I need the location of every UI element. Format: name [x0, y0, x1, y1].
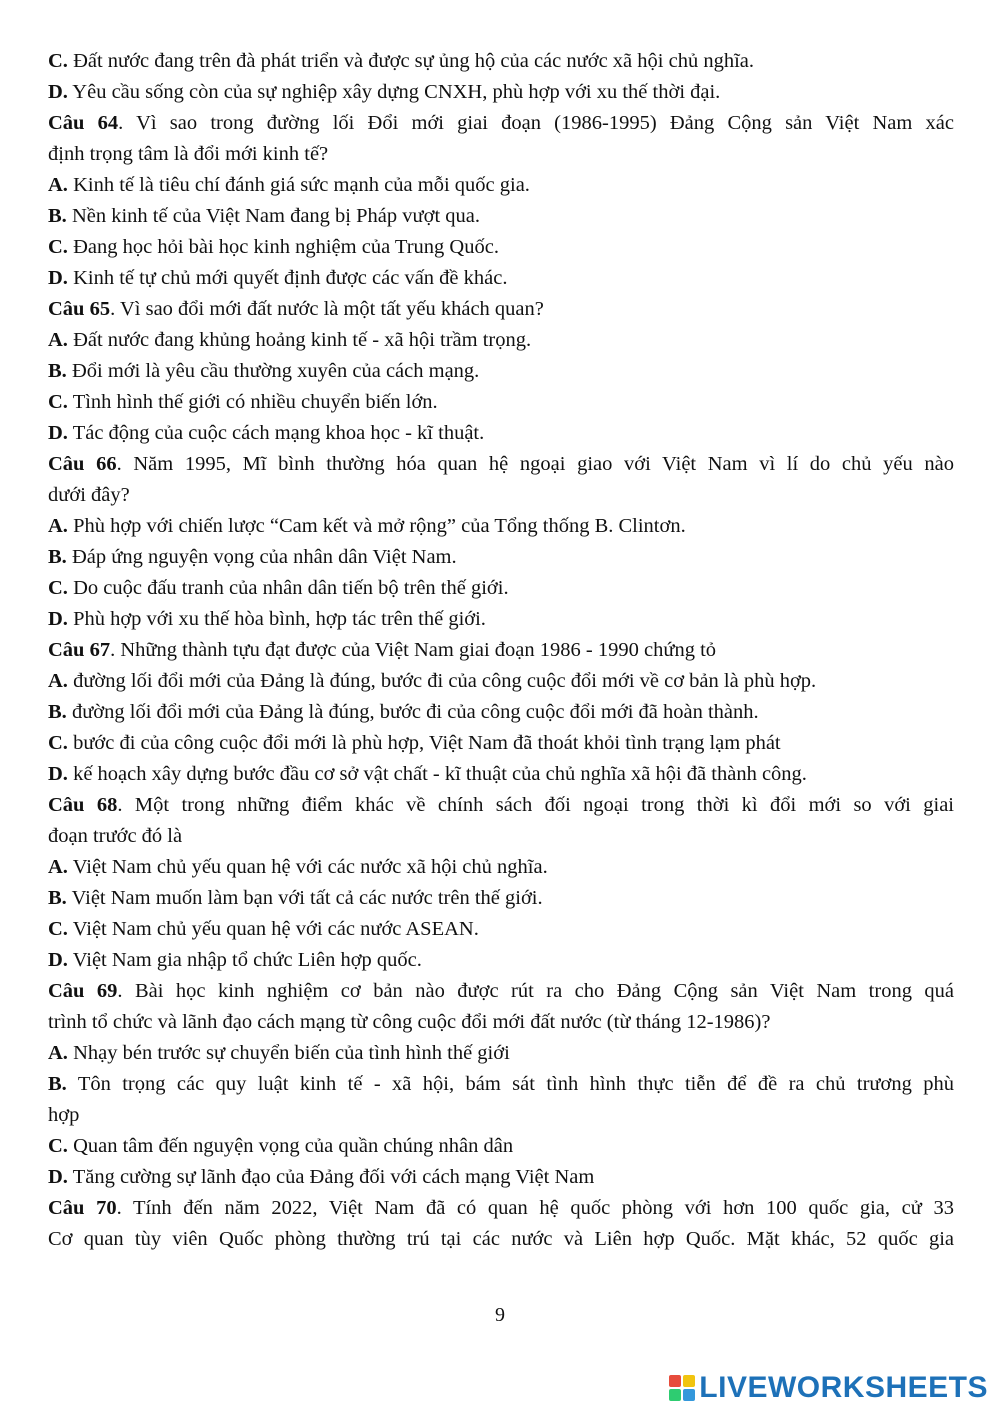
line-text: trình tổ chức và lãnh đạo cách mạng từ công cuộc đổi mới đất nước (từ tháng 12-1986)?: [48, 1011, 771, 1033]
text-line: [48, 914, 954, 945]
text-line: [48, 945, 954, 976]
line-text: đường lối đổi mới của Đảng là đúng, bước đi của công cuộc đổi mới về cơ bản là phù hợp.: [67, 670, 817, 692]
option-label: B.: [48, 205, 67, 227]
option-label: B.: [48, 701, 67, 723]
text-line: [48, 325, 954, 356]
question-number: Câu 69: [48, 980, 118, 1002]
text-line: [48, 201, 954, 232]
question-number: Câu 70: [48, 1197, 117, 1219]
text-line: [48, 232, 954, 263]
question-number: Câu 64: [48, 112, 119, 134]
line-text: Đất nước đang trên đà phát triển và được sự ủng hộ của các nước xã hội chủ nghĩa.: [67, 50, 754, 72]
option-label: D.: [48, 763, 68, 785]
text-line: [48, 1224, 954, 1255]
option-label: C.: [48, 391, 68, 413]
line-text: dưới đây?: [48, 484, 130, 506]
line-text: Đổi mới là yêu cầu thường xuyên của cách mạng.: [66, 360, 480, 382]
option-label: C.: [48, 1135, 68, 1157]
line-text: Việt Nam chủ yếu quan hệ với các nước ASEAN.: [67, 918, 479, 940]
text-line: [48, 635, 954, 666]
text-line: [48, 77, 954, 108]
question-number: Câu 68: [48, 794, 118, 816]
text-line: [48, 170, 954, 201]
document-body: [48, 46, 954, 1255]
option-label: C.: [48, 577, 68, 599]
text-line: [48, 1007, 954, 1038]
option-label: C.: [48, 732, 68, 754]
option-label: D.: [48, 81, 68, 103]
line-text: hợp: [48, 1104, 80, 1126]
text-line: [48, 356, 954, 387]
line-text: Phù hợp với xu thế hòa bình, hợp tác trên thế giới.: [67, 608, 486, 630]
text-line: [48, 294, 954, 325]
line-text: . Vì sao đổi mới đất nước là một tất yếu khách quan?: [110, 298, 544, 320]
text-line: [48, 511, 954, 542]
text-line: [48, 387, 954, 418]
text-line: [48, 883, 954, 914]
option-label: D.: [48, 422, 68, 444]
line-text: Tác động của cuộc cách mạng khoa học - kĩ thuật.: [67, 422, 485, 444]
option-label: A.: [48, 329, 68, 351]
line-text: Đáp ứng nguyện vọng của nhân dân Việt Nam.: [66, 546, 457, 568]
text-line: [48, 46, 954, 77]
text-line: [48, 480, 954, 511]
line-text: . Vì sao trong đường lối Đổi mới giai đoạn (1986-1995) Đảng Cộng sản Việt Nam xác: [118, 112, 954, 134]
text-line: [48, 1193, 954, 1224]
line-text: Kinh tế là tiêu chí đánh giá sức mạnh của mỗi quốc gia.: [67, 174, 530, 196]
line-text: . Một trong những điểm khác về chính sách đối ngoại trong thời kì đổi mới so với giai: [117, 794, 954, 816]
option-label: C.: [48, 236, 68, 258]
line-text: Tình hình thế giới có nhiều chuyển biến lớn.: [67, 391, 438, 413]
line-text: Tăng cường sự lãnh đạo của Đảng đối với cách mạng Việt Nam: [67, 1166, 595, 1188]
line-text: Do cuộc đấu tranh của nhân dân tiến bộ trên thế giới.: [67, 577, 509, 599]
option-label: A.: [48, 1042, 68, 1064]
line-text: kế hoạch xây dựng bước đầu cơ sở vật chất - kĩ thuật của chủ nghĩa xã hội đã thành công.: [67, 763, 807, 785]
text-line: [48, 139, 954, 170]
option-label: B.: [48, 546, 67, 568]
option-label: A.: [48, 856, 68, 878]
line-text: Việt Nam muốn làm bạn với tất cả các nước trên thế giới.: [66, 887, 543, 909]
text-line: [48, 1131, 954, 1162]
line-text: Nền kinh tế của Việt Nam đang bị Pháp vượt qua.: [66, 205, 480, 227]
text-line: [48, 697, 954, 728]
line-text: Kinh tế tự chủ mới quyết định được các vấn đề khác.: [67, 267, 508, 289]
text-line: [48, 1100, 954, 1131]
option-label: A.: [48, 174, 68, 196]
liveworksheets-logo: [669, 1368, 988, 1408]
text-line: [48, 790, 954, 821]
line-text: đoạn trước đó là: [48, 825, 183, 847]
line-text: Đất nước đang khủng hoảng kinh tế - xã hội trầm trọng.: [67, 329, 532, 351]
text-line: [48, 666, 954, 697]
text-line: [48, 1162, 954, 1193]
line-text: Việt Nam gia nhập tổ chức Liên hợp quốc.: [67, 949, 422, 971]
option-label: A.: [48, 670, 68, 692]
line-text: Việt Nam chủ yếu quan hệ với các nước xã hội chủ nghĩa.: [67, 856, 548, 878]
line-text: Yêu cầu sống còn của sự nghiệp xây dựng CNXH, phù hợp với xu thế thời đại.: [67, 81, 721, 103]
option-label: B.: [48, 887, 67, 909]
question-number: Câu 67: [48, 639, 111, 661]
logo-mark-icon: [669, 1375, 695, 1401]
question-number: Câu 66: [48, 453, 117, 475]
text-line: [48, 263, 954, 294]
text-line: [48, 542, 954, 573]
text-line: [48, 1069, 954, 1100]
line-text: . Bài học kinh nghiệm cơ bản nào được rút ra cho Đảng Cộng sản Việt Nam trong quá: [117, 980, 954, 1002]
text-line: [48, 1038, 954, 1069]
line-text: Quan tâm đến nguyện vọng của quần chúng nhân dân: [67, 1135, 514, 1157]
text-line: [48, 821, 954, 852]
line-text: Tôn trọng các quy luật kinh tế - xã hội, bám sát tình hình thực tiễn để đề ra chủ trương phù: [66, 1073, 954, 1095]
text-line: [48, 728, 954, 759]
line-text: định trọng tâm là đổi mới kinh tế?: [48, 143, 329, 165]
option-label: B.: [48, 1073, 67, 1095]
line-text: . Những thành tựu đạt được của Việt Nam giai đoạn 1986 - 1990 chứng tỏ: [110, 639, 717, 661]
option-label: A.: [48, 515, 68, 537]
line-text: Phù hợp với chiến lược “Cam kết và mở rộng” của Tổng thống B. Clintơn.: [67, 515, 686, 537]
text-line: [48, 108, 954, 139]
text-line: [48, 418, 954, 449]
text-line: [48, 604, 954, 635]
text-line: [48, 759, 954, 790]
line-text: . Năm 1995, Mĩ bình thường hóa quan hệ ngoại giao với Việt Nam vì lí do chủ yếu nào: [116, 453, 954, 475]
text-line: [48, 852, 954, 883]
text-line: [48, 573, 954, 604]
logo-text: LIVEWORKSHEETS: [699, 1371, 988, 1404]
line-text: đường lối đổi mới của Đảng là đúng, bước đi của công cuộc đổi mới đã hoàn thành.: [66, 701, 759, 723]
page-number: 9: [495, 1304, 505, 1326]
option-label: D.: [48, 1166, 68, 1188]
text-line: [48, 976, 954, 1007]
line-text: . Tính đến năm 2022, Việt Nam đã có quan hệ quốc phòng với hơn 100 quốc gia, cử 33: [116, 1197, 954, 1219]
question-number: Câu 65: [48, 298, 111, 320]
text-line: [48, 449, 954, 480]
option-label: D.: [48, 267, 68, 289]
line-text: Nhạy bén trước sự chuyển biến của tình hình thế giới: [67, 1042, 510, 1064]
option-label: D.: [48, 949, 68, 971]
line-text: bước đi của công cuộc đổi mới là phù hợp, Việt Nam đã thoát khỏi tình trạng lạm phát: [67, 732, 781, 754]
option-label: C.: [48, 918, 68, 940]
option-label: C.: [48, 50, 68, 72]
line-text: Đang học hỏi bài học kinh nghiệm của Trung Quốc.: [67, 236, 499, 258]
line-text: Cơ quan tùy viên Quốc phòng thường trú tại các nước và Liên hợp Quốc. Mặt khác, 52 quốc gia: [48, 1228, 954, 1250]
option-label: D.: [48, 608, 68, 630]
option-label: B.: [48, 360, 67, 382]
